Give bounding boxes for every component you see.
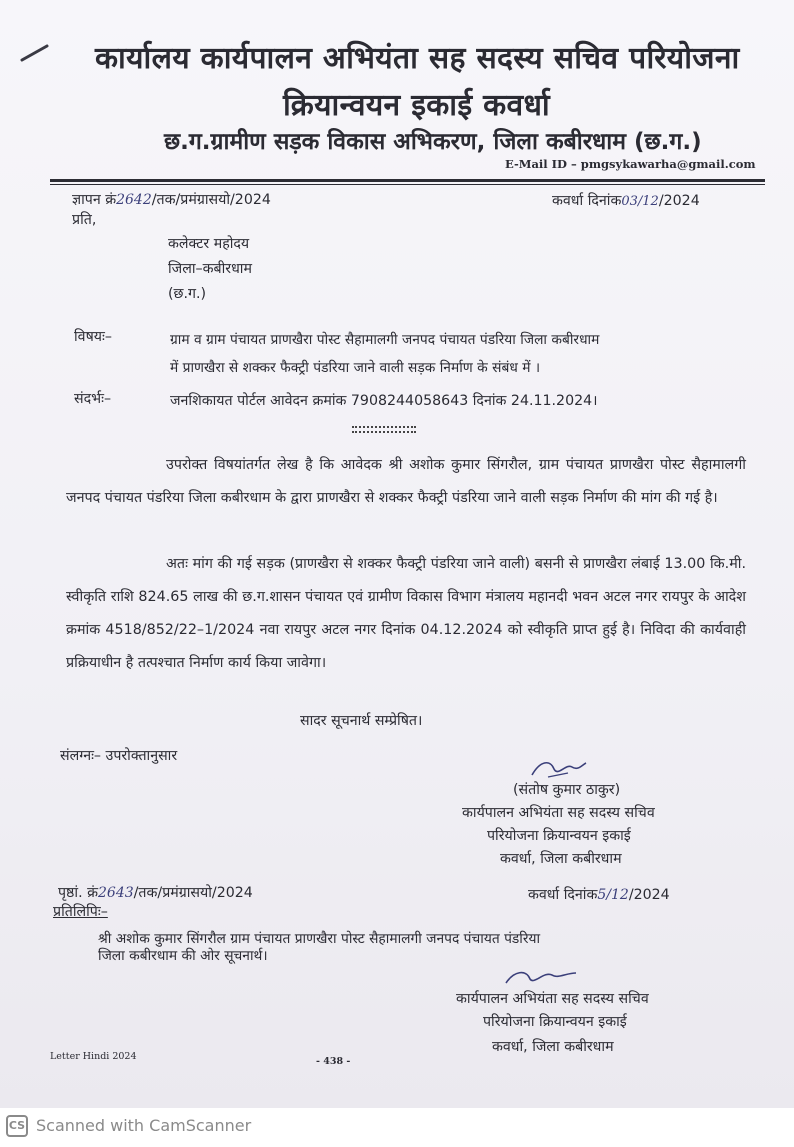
memo-date-handwritten: 03/12	[621, 194, 659, 209]
letterhead-line2: क्रियान्वयन इकाई कवर्धा	[283, 88, 550, 123]
endorsement-number-line	[58, 883, 253, 902]
enclosure-line: संलग्नः– उपरोक्तानुसार	[60, 748, 178, 764]
copy-line2: जिला कबीरधाम की ओर सूचनार्थ।	[98, 948, 268, 964]
camscanner-logo-icon: CS	[6, 1115, 28, 1137]
signatory-office: परियोजना क्रियान्वयन इकाई	[487, 828, 631, 844]
body-paragraph-1: उपरोक्त विषयांतर्गत लेख है कि आवेदक श्री अशोक कुमार सिंगरौल, ग्राम पंचायत प्राणखैरा पोस्ट सैहामालगी जनपद पंचायत पंडरिया जिला कबीरधाम के द्वारा प्राणखैरा से शक्कर फैक्ट्री पंडरिया जाने वाली सड़क निर्माण की मांग की गई है।	[66, 457, 746, 506]
addressee-line: जिला–कबीरधाम	[168, 261, 252, 277]
letterhead-email: E-Mail ID – pmgsykawarha@gmail.com	[505, 157, 756, 171]
signature-scribble	[528, 755, 588, 783]
pen-mark	[20, 42, 50, 64]
memo-date-year: /2024	[658, 193, 700, 209]
signatory-place: कवर्धा, जिला कबीरधाम	[500, 851, 622, 867]
header-rule	[50, 179, 765, 182]
closing-line: सादर सूचनार्थ सम्प्रेषित।	[300, 713, 423, 729]
endorsement-number-handwritten: 2643	[98, 885, 134, 901]
memo-suffix: /तक/प्रमंग्रासयो/2024	[151, 192, 271, 208]
copy-label: प्रतिलिपिः–	[53, 904, 108, 920]
signatory2-place: कवर्धा, जिला कबीरधाम	[492, 1039, 614, 1055]
addressee-line: कलेक्टर महोदय	[168, 236, 250, 252]
signature-scribble	[500, 965, 580, 991]
endorsement-suffix: /तक/प्रमंग्रासयो/2024	[133, 885, 253, 901]
signatory-designation: कार्यपालन अभियंता सह सदस्य सचिव	[462, 805, 655, 821]
footer-form-label: Letter Hindi 2024	[50, 1051, 137, 1062]
dotted-separator	[352, 426, 416, 428]
endorsement-date-line	[528, 885, 670, 904]
body-paragraph-2: अतः मांग की गई सड़क (प्राणखैरा से शक्कर फैक्ट्री पंडरिया जाने वाली) बसनी से प्राणखैरा लंबाई 13.00 कि.मी. स्वीकृति राशि 824.65 लाख की छ.ग.शासन पंचायत एवं ग्रामीण विकास विभाग मंत्रालय महानदी भवन अटल नगर रायपुर के आदेश क्रमांक 4518/852/22–1/2024 नवा रायपुर अटल नगर दिनांक 04.12.2024 को स्वीकृति प्राप्त हुई है। निविदा की कार्यवाही प्रक्रियाधीन है तत्पश्चात निर्माण कार्य किया जावेगा।	[66, 556, 746, 671]
footer-page-number: - 438 -	[316, 1056, 351, 1067]
subject-label: विषयः–	[74, 329, 112, 345]
addressee-line: (छ.ग.)	[168, 286, 207, 302]
memo-number-handwritten: 2642	[116, 192, 152, 208]
endorsement-date-year: /2024	[628, 887, 670, 903]
endorsement-prefix: पृष्ठां. क्रं	[58, 885, 99, 901]
memo-date-label: कवर्धा दिनांक	[552, 193, 622, 209]
subject-line2: में प्राणखैरा से शक्कर फैक्ट्री पंडरिया जाने वाली सड़क निर्माण के संबंध में ।	[170, 360, 541, 376]
memo-number-line	[72, 190, 271, 209]
letterhead-line1: कार्यालय कार्यपालन अभियंता सह सदस्य सचिव परियोजना	[95, 41, 740, 76]
scanner-watermark-text: Scanned with CamScanner	[36, 1116, 252, 1135]
signatory2-office: परियोजना क्रियान्वयन इकाई	[483, 1014, 627, 1030]
letterhead-line3: छ.ग.ग्रामीण सड़क विकास अभिकरण, जिला कबीरधाम (छ.ग.)	[164, 129, 702, 155]
signatory-name: (संतोष कुमार ठाकुर)	[513, 782, 621, 798]
reference-label: संदर्भः–	[74, 391, 112, 407]
header-rule-thin	[50, 184, 765, 185]
signatory2-designation: कार्यपालन अभियंता सह सदस्य सचिव	[456, 991, 649, 1007]
reference-text: जनशिकायत पोर्टल आवेदन क्रमांक 7908244058643 दिनांक 24.11.2024।	[170, 393, 598, 409]
prati-label: प्रति,	[72, 212, 97, 228]
dotted-separator	[352, 431, 416, 433]
subject-line1: ग्राम व ग्राम पंचायत प्राणखैरा पोस्ट सैहामालगी जनपद पंचायत पंडरिया जिला कबीरधाम	[170, 332, 600, 348]
copy-line1: श्री अशोक कुमार सिंगरौल ग्राम पंचायत प्राणखैरा पोस्ट सैहामालगी जनपद पंचायत पंडरिया	[98, 931, 541, 947]
memo-date-line	[552, 191, 700, 210]
memo-prefix: ज्ञापन क्रं	[72, 192, 117, 208]
endorsement-date-handwritten: 5/12	[597, 887, 629, 903]
endorsement-date-label: कवर्धा दिनांक	[528, 887, 598, 903]
